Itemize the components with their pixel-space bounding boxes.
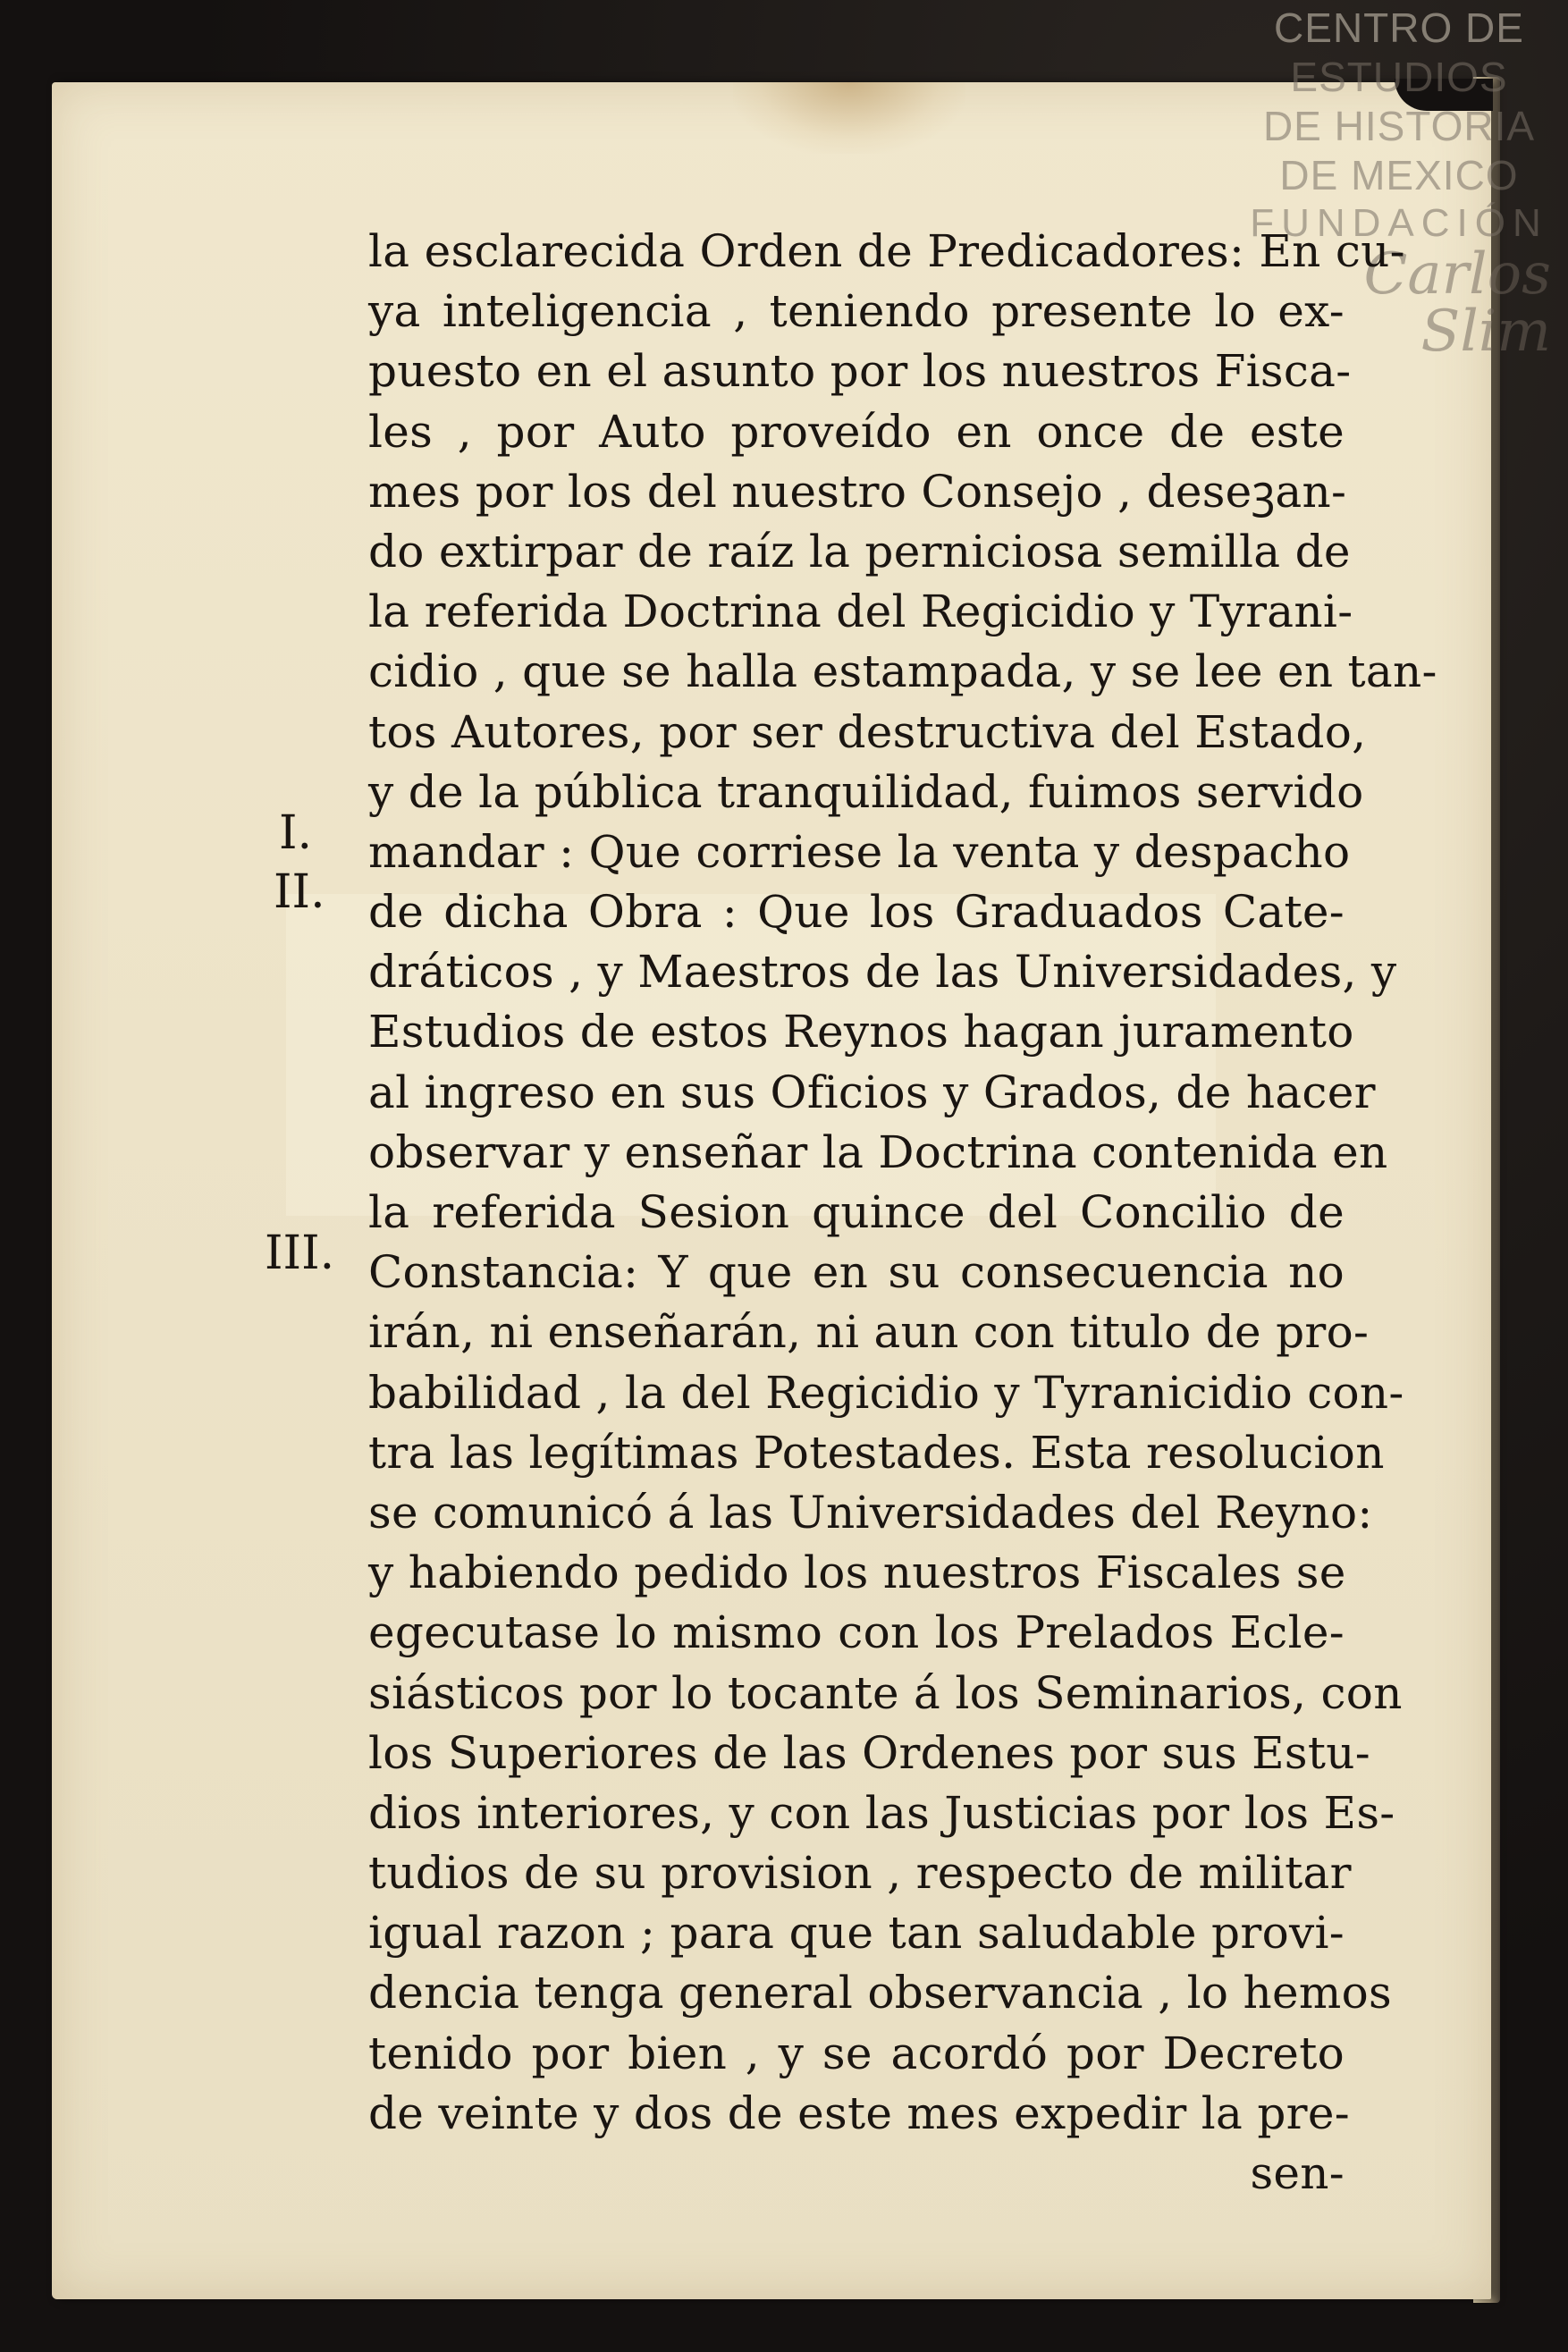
text-line: se comunicó á las Universidades del Reyno: — [368, 1486, 1373, 1538]
text-line: cidio , que se halla estampada, y se lee en tan- — [368, 645, 1437, 698]
watermark-line: DE MEXICO — [1279, 152, 1519, 198]
text-line: mes por los del nuestro Consejo , deseꝫan- — [368, 465, 1347, 518]
text-line: siásticos por lo tocante á los Seminarios, con — [368, 1666, 1403, 1719]
document-body-text — [368, 222, 1437, 2204]
page-stain — [733, 82, 965, 154]
text-line: dencia tenga general observancia , lo hemos — [368, 1967, 1392, 2019]
text-line: los Superiores de las Ordenes por sus Estu- — [368, 1726, 1370, 1779]
text-line: Estudios de estos Reynos hagan juramento — [368, 1006, 1354, 1058]
watermark-line: ESTUDIOS — [1290, 54, 1508, 100]
text-line: les , por Auto proveído en once de este — [368, 405, 1345, 458]
text-line: irán, ni enseñarán, ni aun con titulo de pro- — [368, 1306, 1370, 1359]
margin-numeral-i: I. — [279, 806, 313, 860]
text-line: igual razon ; para que tan saludable provi- — [368, 1907, 1345, 1960]
text-line: mandar : Que corriese la venta y despacho — [368, 825, 1351, 878]
text-line: la referida Doctrina del Regicidio y Tyrani- — [368, 586, 1353, 638]
text-line: y de la pública tranquilidad, fuimos servido — [368, 765, 1364, 818]
text-line: y habiendo pedido los nuestros Fiscales se — [368, 1547, 1346, 1599]
text-line: ya inteligencia , teniendo presente lo ex- — [368, 285, 1345, 338]
text-line: tenido por bien , y se acordó por Decreto — [368, 2027, 1345, 2079]
text-line: tos Autores, por ser destructiva del Estado, — [368, 705, 1367, 758]
text-line: dios interiores, y con las Justicias por los Es- — [368, 1786, 1395, 1839]
text-line: puesto en el asunto por los nuestros Fisca- — [368, 345, 1352, 398]
margin-numeral-ii: II. — [274, 865, 325, 919]
text-line: do extirpar de raíz la perniciosa semilla de — [368, 525, 1351, 577]
watermark-line: FUNDACIÓN — [1250, 201, 1548, 245]
text-line: tudios de su provision , respecto de militar — [368, 1847, 1352, 1900]
text-line: observar y enseñar la Doctrina contenida en — [368, 1125, 1388, 1178]
text-line: egecutase lo mismo con los Prelados Ecle- — [368, 1606, 1345, 1659]
watermark-line: DE HISTORIA — [1262, 103, 1536, 149]
watermark-signature: Carlos Slim — [1363, 241, 1551, 365]
catchword: sen- — [1250, 2147, 1345, 2199]
text-line: al ingreso en sus Oficios y Grados, de hacer — [368, 1066, 1376, 1118]
text-line: de dicha Obra : Que los Graduados Cate- — [368, 886, 1345, 939]
watermark-line: CENTRO DE — [1274, 4, 1524, 51]
text-line: la referida Sesion quince del Concilio de — [368, 1186, 1345, 1238]
text-line: dráticos , y Maestros de las Universidades, y — [368, 946, 1397, 999]
text-line: de veinte y dos de este mes expedir la pre- — [368, 2086, 1350, 2139]
margin-numeral-iii: III. — [265, 1227, 335, 1280]
text-line: Constancia: Y que en su consecuencia no — [368, 1246, 1345, 1299]
text-line: tra las legítimas Potestades. Esta resolucion — [368, 1426, 1385, 1479]
text-line: babilidad , la del Regicidio y Tyranicidio con- — [368, 1366, 1404, 1419]
text-line: la esclarecida Orden de Predicadores: En cu- — [368, 225, 1405, 277]
